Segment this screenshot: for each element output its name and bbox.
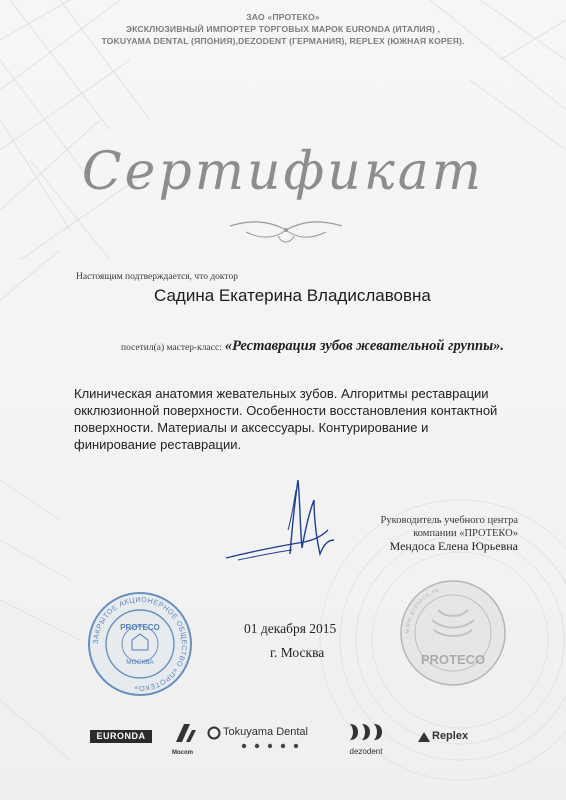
svg-text:www.proteco.ru: www.proteco.ru (404, 587, 441, 634)
course-description: Клиническая анатомия жевательных зубов. Алгоритмы реставрации окклюзионной поверхности. Особенности восстановления контактной поверхности. Материалы и аксессуары. Контурирование и финирование реставрации. (74, 386, 498, 452)
mocom-mark-icon (172, 722, 200, 744)
svg-text:PROTECO: PROTECO (420, 652, 486, 667)
certificate-title: Сертификат (81, 142, 485, 202)
attended-label: посетил(а) мастер-класс: (121, 343, 222, 353)
dezodent-mark-icon (346, 722, 386, 742)
mocom-logo (172, 722, 200, 756)
tokuyama-label: Tokuyama Dental (223, 726, 308, 738)
tokuyama-dots-icon (241, 743, 301, 749)
svg-text:МОСКВА: МОСКВА (126, 659, 154, 666)
svg-text:ЗАКРЫТОЕ АКЦИОНЕРНОЕ ОБЩЕСТВО: ЗАКРЫТОЕ АКЦИОНЕРНОЕ ОБЩЕСТВО «ПРОТЕКО» (90, 594, 190, 694)
supervisor-title-2: компании «ПРОТЕКО» (413, 527, 518, 539)
supervisor-block (368, 515, 518, 553)
handwritten-signature (218, 470, 358, 570)
euronda-logo: EURONDA (90, 730, 152, 743)
replex-label: Replex (432, 730, 469, 742)
brands-line: TOKUYAMA DENTAL (ЯПОНИЯ),DEZODENT (ГЕРМАНИЯ), REPLEX (ЮЖНАЯ КОРЕЯ). (101, 36, 465, 46)
importer-line: ЭКСКЛЮЗИВНЫЙ ИМПОРТЕР ТОРГОВЫХ МАРОК EURONDA (ИТАЛИЯ) , (125, 24, 441, 34)
svg-text:PROTECO: PROTECO (120, 623, 160, 632)
company-stamp (86, 590, 194, 698)
dezodent-logo (336, 722, 396, 756)
dezodent-label: dezodent (349, 747, 383, 756)
tokuyama-mark-icon (207, 726, 221, 740)
supervisor-title-1: Руководитель учебного центра (380, 515, 518, 526)
mocom-label: Mocom (172, 750, 193, 756)
replex-mark-icon (417, 731, 431, 743)
company-name: ЗАО «ПРОТЕКО» (246, 12, 320, 22)
attended-line (121, 337, 504, 355)
supervisor-name: Мендоса Елена Юрьевна (389, 539, 518, 553)
replex-logo (417, 730, 497, 744)
tokuyama-logo (207, 726, 327, 754)
course-title: «Реставрация зубов жевательной группы». (224, 338, 505, 354)
recipient-name: Садина Екатерина Владиславовна (154, 286, 431, 305)
confirmation-text: Настоящим подтверждается, что доктор (76, 272, 238, 282)
issue-city: г. Москва (270, 645, 325, 660)
flourish-ornament (228, 218, 344, 246)
issue-date: 01 декабря 2015 (244, 621, 337, 636)
proteco-seal (398, 578, 508, 688)
